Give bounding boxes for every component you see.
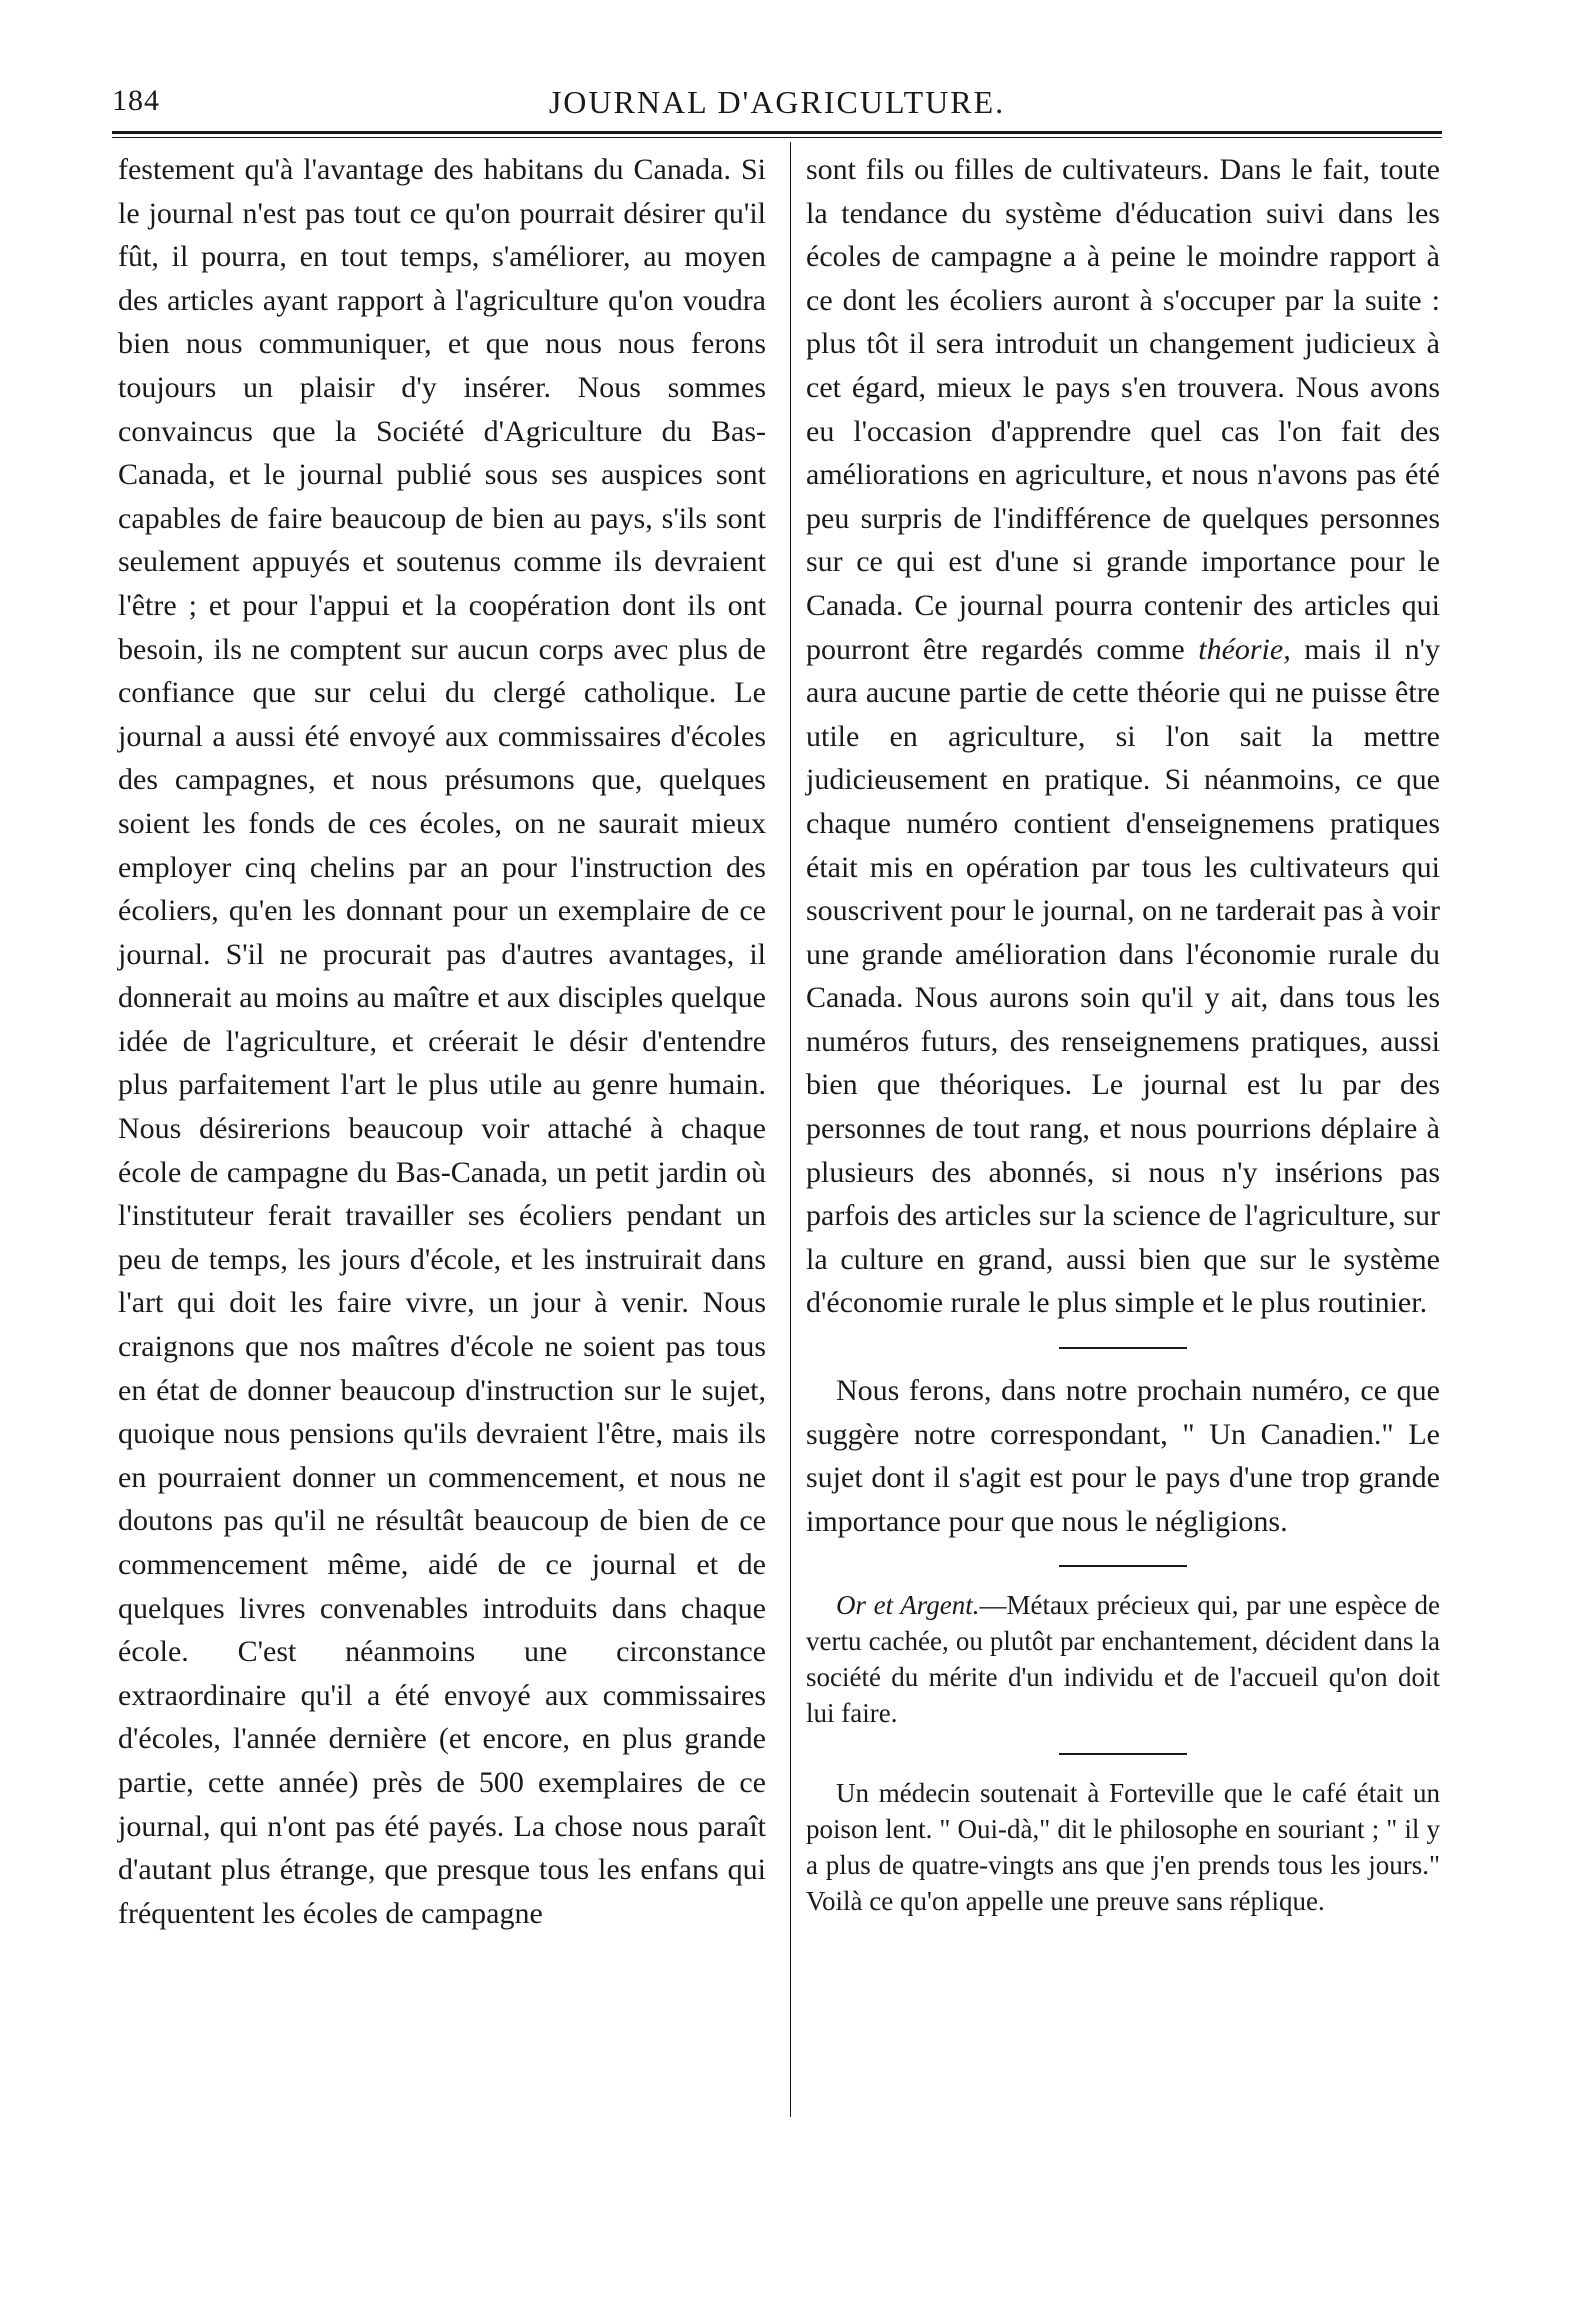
entry-lead: Or et Argent. [836, 1590, 980, 1621]
article-paragraph-correspondent: Nous ferons, dans notre prochain numéro, ce que suggère notre correspondant, " Un Canadien." Le sujet dont il s'agit est pour le pays d'une trop grande importance pour que nous le négligions. [806, 1374, 1440, 1538]
header-rule [112, 131, 1442, 134]
header-rule-thin [112, 137, 1442, 138]
section-separator [1059, 1565, 1187, 1567]
left-column [118, 148, 766, 1935]
article-paragraph-anecdote: Un médecin soutenait à Forteville que le café était un poison lent. " Oui-dà," dit le philosophe en souriant ; " il y a plus de quatre-vingts ans que j'en prends tous les jours." Voilà ce qu'on appelle une preuve sans réplique. [806, 1778, 1440, 1917]
right-column [806, 148, 1440, 1919]
paragraph-text: sont fils ou filles de cultivateurs. Dans le fait, toute la tendance du système d'éducation suivi dans les écoles de campagne a à peine le moindre rapport à ce dont les écoliers auront à s'occuper par la suite : plus tôt il sera introduit un changement judicieux à cet égard, mieux le pays s'en trouvera. Nous avons eu l'occasion d'apprendre quel cas l'on fait des améliorations en agriculture, et nous n'avons pas été peu surpris de l'indifférence de quelques personnes sur ce qui est d'une si grande importance pour le Canada. Ce journal pourra contenir des articles qui pourront être regardés comme [806, 153, 1440, 666]
entry-text: —Métaux précieux qui, par une espèce de vertu cachée, ou plutôt par enchantement, décident dans la société du mérite d'un individu et de l'accueil qu'on doit lui faire. [806, 1590, 1440, 1729]
paragraph-text: mais il n'y aura aucune partie de cette théorie qui ne puisse être utile en agriculture, si l'on sait la mettre judicieusement en pratique. Si néanmoins, ce que chaque numéro contient d'enseignemens pratiques était mis en opération par tous les cultivateurs qui souscrivent pour le journal, on ne tarderait pas à voir une grande amélioration dans l'économie rurale du Canada. Nous aurons soin qu'il y ait, dans tous les numéros futurs, des renseignemens pratiques, aussi bien que théoriques. Le journal est lu par des personnes de tout rang, et nous pourrions déplaire à plusieurs des abonnés, si nous n'y insérions pas parfois des articles sur la science de l'agriculture, sur la culture en grand, aussi bien que sur le système d'économie rurale le plus simple et le plus routinier. [806, 632, 1440, 1320]
column-divider [790, 142, 791, 2117]
italic-term: théorie, [1198, 632, 1291, 666]
section-separator [1059, 1347, 1187, 1349]
article-paragraph-or-et-argent [806, 1587, 1440, 1731]
left-column-paragraph: festement qu'à l'avantage des habitans du Canada. Si le journal n'est pas tout ce qu'on pourrait désirer qu'il fût, il pourra, en tout temps, s'améliorer, au moyen des articles ayant rapport à l'agriculture qu'on voudra bien nous communiquer, et que nous nous ferons toujours un plaisir d'y insérer. Nous sommes convaincus que la Société d'Agriculture du Bas-Canada, et le journal publié sous ses auspices sont capables de faire beaucoup de bien au pays, s'ils sont seulement appuyés et soutenus comme ils devraient l'être ; et pour l'appui et la coopération dont ils ont besoin, ils ne comptent sur aucun corps avec plus de confiance que sur celui du clergé catholique. Le journal a aussi été envoyé aux commissaires d'écoles des campagnes, et nous présumons que, quelques soient les fonds de ces écoles, on ne saurait mieux employer cinq chelins par an pour l'instruction des écoliers, qu'en les donnant pour un exemplaire de ce journal. S'il ne procurait pas d'autres avantages, il donnerait au moins au maître et aux disciples quelque idée de l'agriculture, et créerait le désir d'entendre plus parfaitement l'art le plus utile au genre humain. Nous désirerions beaucoup voir attaché à chaque école de campagne du Bas-Canada, un petit jardin où l'instituteur ferait travailler ses écoliers pendant un peu de temps, les jours d'école, et les instruirait dans l'art qui doit les faire vivre, un jour à venir. Nous craignons que nos maîtres d'école ne soient pas tous en état de donner beaucoup d'instruction sur le sujet, quoique nous pensions qu'ils devraient l'être, mais ils en pourraient donner un commencement, et nous ne doutons pas qu'il ne résultât beaucoup de bien de ce commencement même, aidé de ce journal et de quelques livres convenables introduits dans chaque école. C'est néanmoins une circonstance extraordinaire qu'il a été envoyé aux commissaires d'écoles, l'année dernière (et encore, en plus grande partie, cette année) près de 500 exemplaires de ce journal, qui n'ont pas été payés. La chose nous paraît d'autant plus étrange, que presque tous les enfans qui fréquentent les écoles de campagne [118, 153, 766, 1930]
running-title: JOURNAL D'AGRICULTURE. [548, 84, 1006, 120]
page-number: 184 [112, 84, 160, 117]
section-separator [1059, 1753, 1187, 1755]
page-header [112, 80, 1442, 128]
article-paragraph-education [806, 148, 1440, 1325]
